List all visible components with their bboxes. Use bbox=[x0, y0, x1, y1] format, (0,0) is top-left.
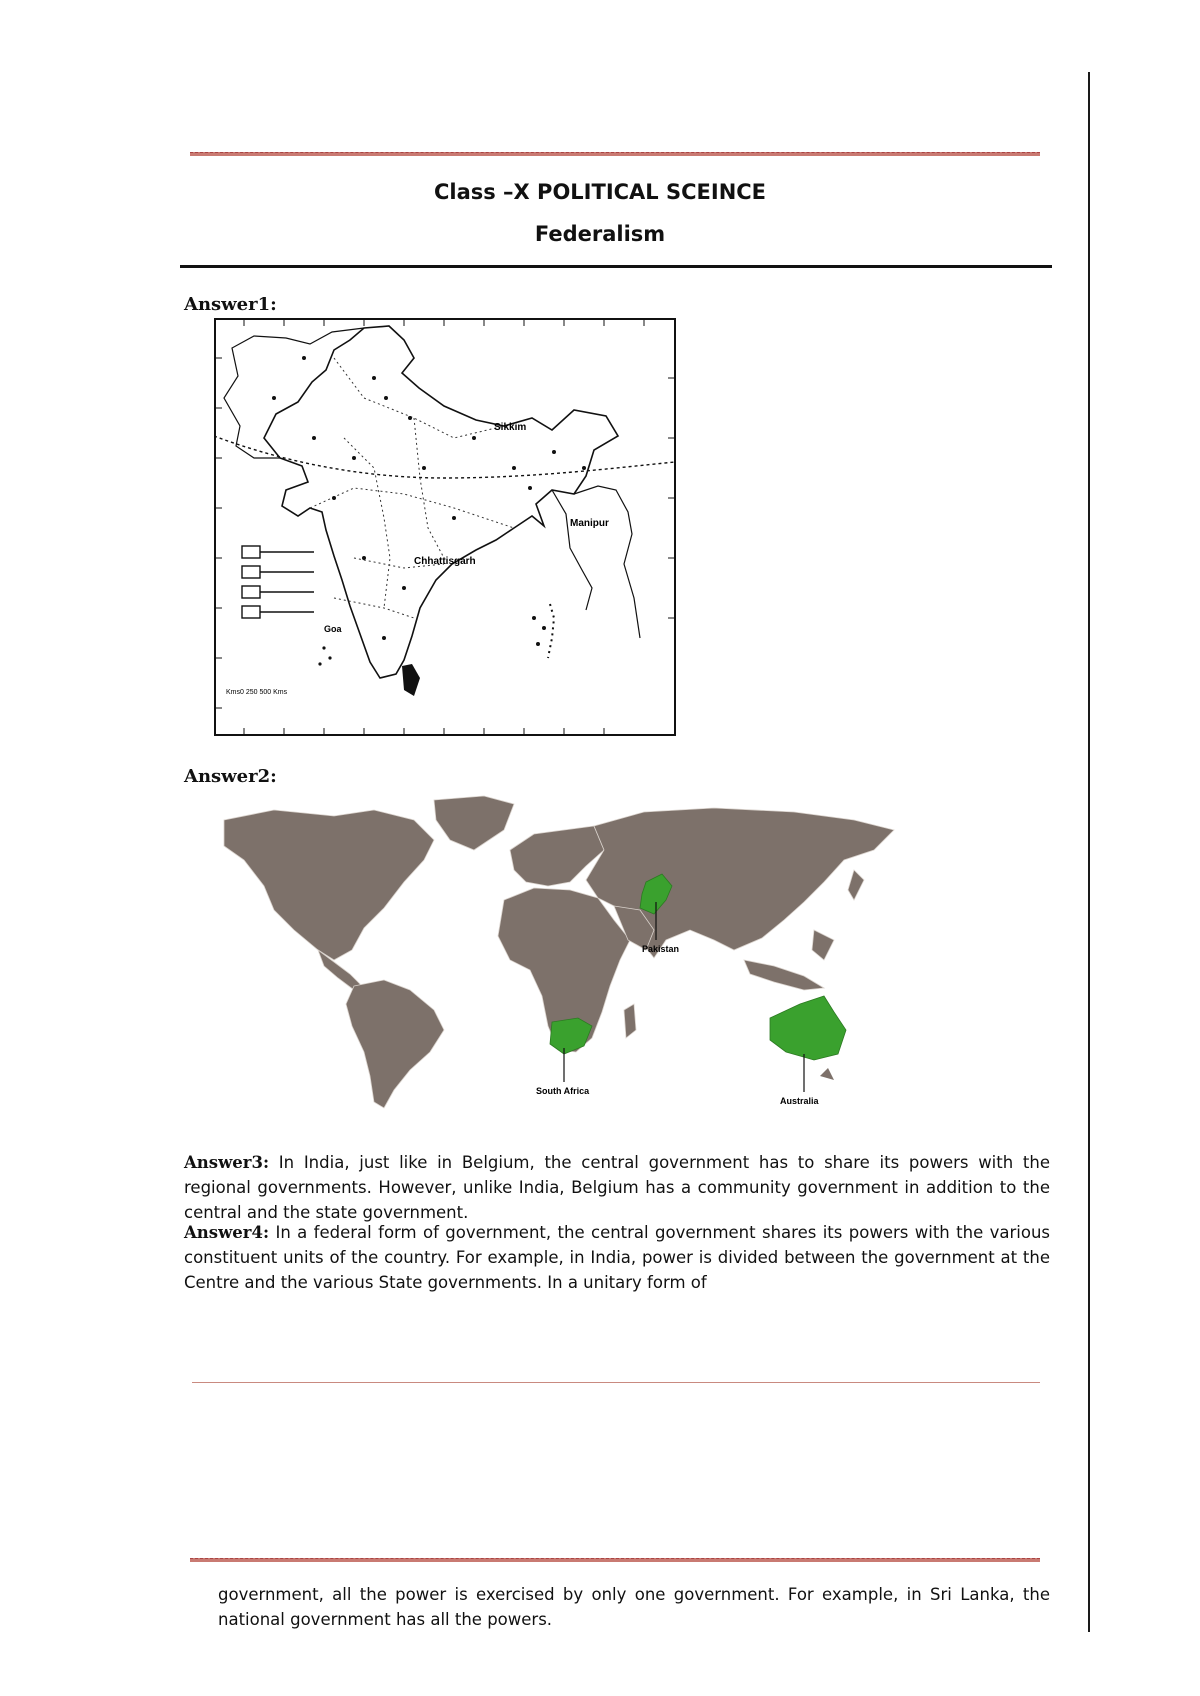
title-underline bbox=[180, 265, 1052, 268]
answer4-paragraph bbox=[184, 1220, 1050, 1295]
answer4-label: Answer4: bbox=[184, 1223, 270, 1242]
page-border bbox=[1088, 72, 1090, 1632]
label-sikkim: Sikkim bbox=[494, 422, 527, 433]
page-title: Class –X POLITICAL SCEINCE bbox=[433, 180, 767, 204]
header-top-rule bbox=[190, 152, 1040, 156]
world-political-map bbox=[214, 790, 914, 1120]
answer3-text: In India, just like in Belgium, the central government has to share its powers with the regional governments. However, unlike India, Belgium has a community government in addition to the central and the state government. bbox=[184, 1153, 1050, 1222]
label-south-africa: South Africa bbox=[536, 1086, 590, 1096]
answer4-text: In a federal form of government, the central government shares its powers with the various constituent units of the country. For example, in India, power is divided between the government at the Centre and the various State governments. In a unitary form of bbox=[184, 1223, 1051, 1292]
answer1-label: Answer1: bbox=[184, 294, 277, 315]
answer3-paragraph bbox=[184, 1150, 1050, 1225]
next-page-header-rule bbox=[190, 1558, 1040, 1562]
map-scale: Kms0 250 500 Kms bbox=[226, 689, 288, 696]
answer3-label: Answer3: bbox=[184, 1153, 270, 1172]
india-outline-map bbox=[214, 318, 676, 736]
label-goa: Goa bbox=[324, 624, 342, 634]
label-chhattisgarh: Chhattisgarh bbox=[414, 556, 476, 567]
page-subtitle: Federalism bbox=[534, 222, 666, 246]
label-manipur: Manipur bbox=[570, 518, 609, 529]
label-pakistan: Pakistan bbox=[642, 944, 680, 954]
page-footer-rule bbox=[192, 1382, 1040, 1383]
answer2-label: Answer2: bbox=[184, 766, 277, 787]
label-australia: Australia bbox=[780, 1096, 819, 1106]
answer4-continuation: government, all the power is exercised by only one government. For example, in Sri Lanka, the national government has all the powers. bbox=[218, 1585, 1050, 1629]
